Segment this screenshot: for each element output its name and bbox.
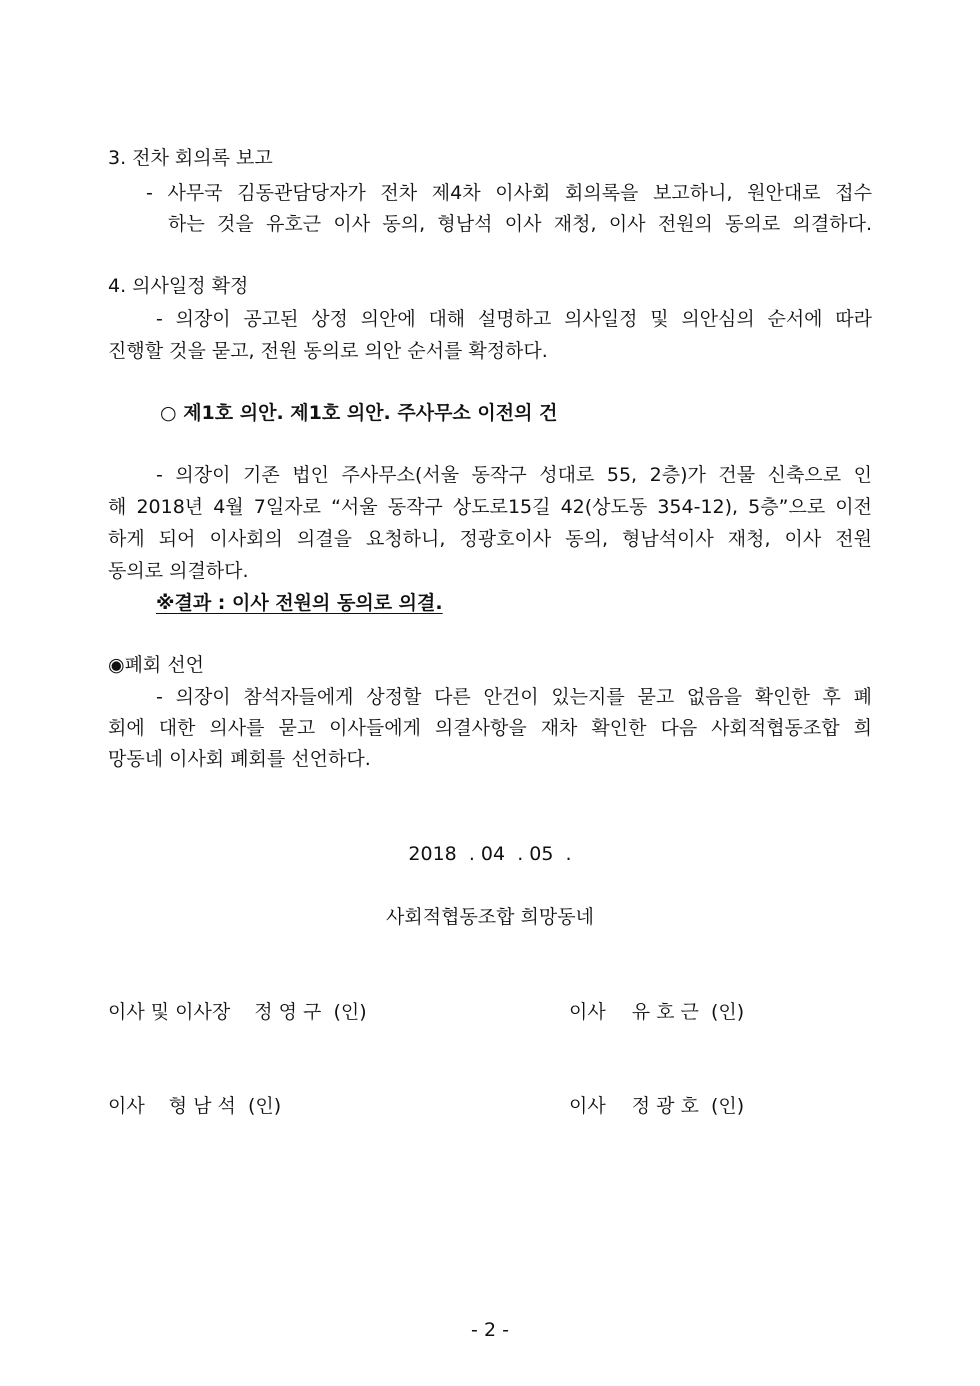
document-date: 2018 . 04 . 05 . [408, 843, 572, 865]
agenda-1-body-line-4: 동의로 의결하다. [108, 560, 249, 582]
signature-name: 유 호 근 [631, 1001, 699, 1023]
closing-heading: ◉폐회 선언 [108, 654, 205, 676]
signature-director-yu [569, 1000, 744, 1024]
section-4-body-line-1: - 의장이 공고된 상정 의안에 대해 설명하고 의사일정 및 의안심의 순서에 따라 [156, 308, 872, 330]
agenda-1-body-line-1: - 의장이 기존 법인 주사무소(서울 동작구 성대로 55, 2층)가 건물 신축으로 인 [156, 464, 872, 486]
seal-mark: (인) [710, 1095, 745, 1117]
closing-body-line-3: 망동네 이사회 폐회를 선언하다. [108, 748, 371, 770]
closing-body-line-2: 회에 대한 의사를 묻고 이사들에게 의결사항을 재차 확인한 다음 사회적협동조합 희 [108, 717, 872, 739]
signature-director-hyeong [108, 1094, 281, 1118]
agenda-1-title: ○ 제1호 의안. 제1호 의안. 주사무소 이전의 건 [160, 402, 558, 424]
organization-name: 사회적협동조합 희망동네 [386, 906, 594, 928]
agenda-1-result: ※결과 : 이사 전원의 동의로 의결. [156, 592, 443, 614]
section-3-heading: 3. 전차 회의록 보고 [108, 147, 273, 169]
signature-name: 정 영 구 [254, 1001, 322, 1023]
seal-mark: (인) [710, 1001, 745, 1023]
seal-mark: (인) [247, 1095, 282, 1117]
section-4-body-line-2: 진행할 것을 묻고, 전원 동의로 의안 순서를 확정하다. [108, 340, 548, 362]
seal-mark: (인) [333, 1001, 367, 1023]
signature-role: 이사 [569, 1095, 606, 1117]
signature-role: 이사 [108, 1095, 145, 1117]
signature-name: 정 광 호 [631, 1095, 699, 1117]
closing-body-line-1: - 의장이 참석자들에게 상정할 다른 안건이 있는지를 묻고 없음을 확인한 후 폐 [156, 686, 872, 708]
signature-role: 이사 [569, 1001, 606, 1023]
page-number: - 2 - [471, 1319, 509, 1341]
signature-role: 이사 및 이사장 [108, 1001, 231, 1023]
section-3-body-line-2: 하는 것을 유호근 이사 동의, 형남석 이사 재청, 이사 전원의 동의로 의결하다. [168, 213, 872, 235]
section-4-heading: 4. 의사일정 확정 [108, 275, 249, 297]
agenda-1-body-line-3: 하게 되어 이사회의 의결을 요청하니, 정광호이사 동의, 형남석이사 재청, 이사 전원 [108, 528, 872, 550]
section-3-body-line-1: - 사무국 김동관담당자가 전차 제4차 이사회 회의록을 보고하니, 원안대로 접수 [146, 182, 872, 204]
agenda-1-body-line-2: 해 2018년 4월 7일자로 “서울 동작구 상도로15길 42(상도동 354-12), 5층”으로 이전 [108, 496, 872, 518]
signature-name: 형 남 석 [168, 1095, 236, 1117]
signature-chairman [108, 1000, 367, 1024]
signature-director-jeong [569, 1094, 744, 1118]
